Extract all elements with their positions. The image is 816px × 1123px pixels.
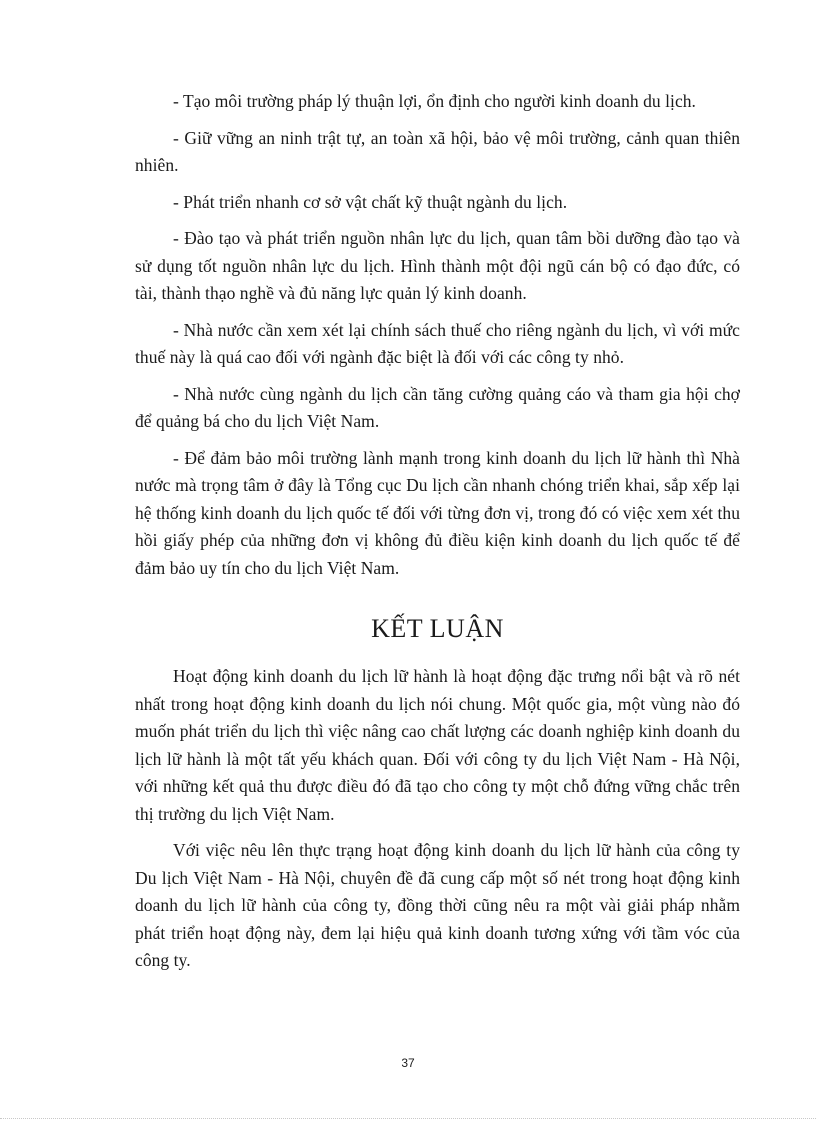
conclusion-paragraph: Với việc nêu lên thực trạng hoạt động kinh doanh du lịch lữ hành của công ty Du lịch Việt Nam - Hà Nội, chuyên đề đã cung cấp một số nét trong hoạt động kinh doanh du lịch lữ hành của công ty, đồng thời cũng nêu ra một vài giải pháp nhằm phát triển hoạt động này, đem lại hiệu quả kinh doanh tương xứng với tầm vóc của công ty. [135,840,740,970]
page-content [135,88,740,984]
bullet-paragraph: - Đào tạo và phát triển nguồn nhân lực du lịch, quan tâm bồi dưỡng đào tạo và sử dụng tốt nguồn nhân lực du lịch. Hình thành một đội ngũ cán bộ có đạo đức, có tài, thành thạo nghề và đủ năng lực quản lý kinh doanh. [135,228,740,303]
bullet-paragraph: - Để đảm bảo môi trường lành mạnh trong kinh doanh du lịch lữ hành thì Nhà nước mà trọng tâm ở đây là Tổng cục Du lịch cần nhanh chóng triển khai, sắp xếp lại hệ thống kinh doanh du lịch quốc tế đối với từng đơn vị, trong đó có việc xem xét thu hồi giấy phép của những đơn vị không đủ điều kiện kinh doanh du lịch quốc tế để đảm bảo uy tín cho du lịch Việt Nam. [135,447,740,578]
bullet-paragraph: - Phát triển nhanh cơ sở vật chất kỹ thuật ngành du lịch. [173,191,568,212]
bullet-paragraph: - Tạo môi trường pháp lý thuận lợi, ổn định cho người kinh doanh du lịch. [173,91,696,111]
section-title: KẾT LUẬN [371,614,504,643]
bullet-paragraph: - Nhà nước cần xem xét lại chính sách thuế cho riêng ngành du lịch, vì với mức thuế này là quá cao đối với ngành đặc biệt là đối với các công ty nhỏ. [135,319,740,367]
page-bottom-divider [0,1118,816,1119]
page-number: 37 [401,1056,415,1070]
bullet-paragraph: - Nhà nước cùng ngành du lịch cần tăng cường quảng cáo và tham gia hội chợ để quảng bá cho du lịch Việt Nam. [135,383,740,431]
conclusion-paragraph: Hoạt động kinh doanh du lịch lữ hành là hoạt động đặc trưng nổi bật và rõ nét nhất trong hoạt động kinh doanh du lịch nói chung. Một quốc gia, một vùng nào đó muốn phát triển du lịch thì việc nâng cao chất lượng các doanh nghiệp kinh doanh du lịch lữ hành là một tất yếu khách quan. Đối với công ty du lịch Việt Nam - Hà Nội, với những kết quả thu được điều đó đã tạo cho công ty một chỗ đứng vững chắc trên thị trường du lịch Việt Nam. [135,666,740,824]
bullet-paragraph: - Giữ vững an ninh trật tự, an toàn xã hội, bảo vệ môi trường, cảnh quan thiên nhiên. [135,127,740,175]
